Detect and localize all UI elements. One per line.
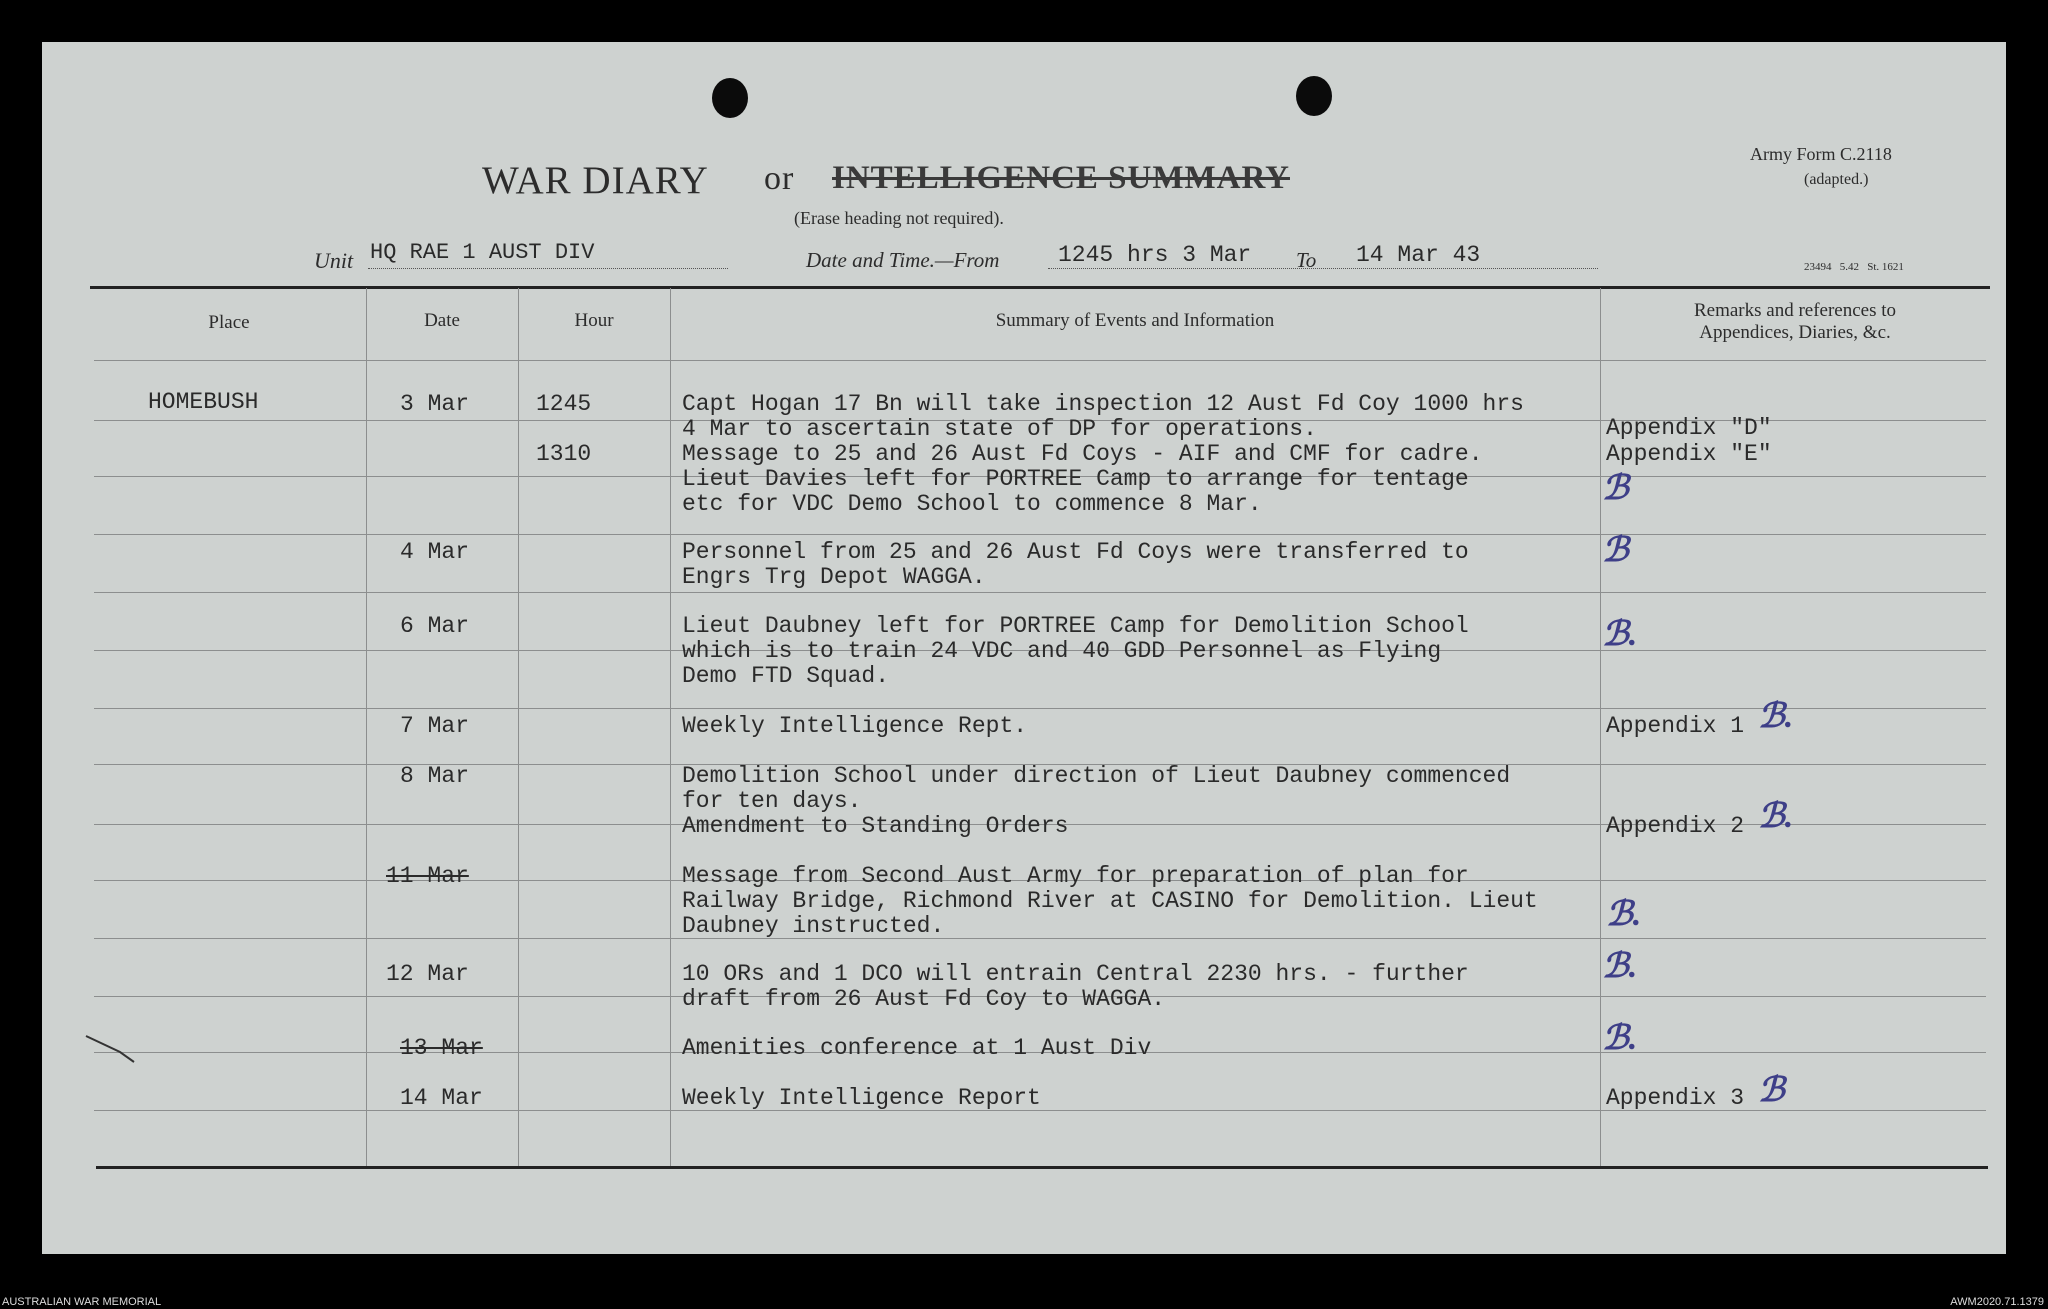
entry-date: 4 Mar	[400, 539, 470, 565]
form-adapted: (adapted.)	[1804, 171, 1869, 188]
entry-summary: Weekly Intelligence Report	[682, 1085, 1041, 1111]
col-header-hour: Hour	[574, 310, 614, 331]
entry-date: 11 Mar	[386, 863, 469, 889]
entry-remark: Appendix "D"	[1606, 415, 1772, 441]
initials-mark: ℬ.	[1602, 1020, 1638, 1057]
ruled-line	[94, 592, 1986, 593]
unit-label: Unit	[314, 248, 354, 273]
entry-summary: Capt Hogan 17 Bn will take inspection 12 Aust Fd Coy 1000 hrs 4 Mar to ascertain state of DP for operations.	[682, 391, 1524, 442]
table-top-rule	[90, 286, 1990, 289]
initials-mark: ℬ.	[1758, 798, 1794, 835]
entry-summary: Weekly Intelligence Rept.	[682, 713, 1028, 739]
unit-dotted-line	[368, 268, 728, 269]
pencil-tick-marks	[82, 1022, 162, 1112]
struck-heading: INTELLIGENCE SUMMARY	[832, 160, 1290, 196]
entry-hour: 1310	[536, 441, 592, 467]
entry-summary: 10 ORs and 1 DCO will entrain Central 2230 hrs. - further draft from 26 Aust Fd Coy to WAGGA.	[682, 961, 1469, 1012]
entry-date: 6 Mar	[400, 613, 470, 639]
initials-mark: ℬ.	[1602, 616, 1638, 653]
punch-hole-right	[1296, 76, 1332, 116]
entry-summary: Message to 25 and 26 Aust Fd Coys - AIF and CMF for cadre. Lieut Davies left for PORTREE Camp to arrange for tentage etc for VDC Demo School to commence 8 Mar.	[682, 441, 1483, 517]
diary-sheet	[42, 42, 2006, 1254]
initials-mark: ℬ	[1602, 470, 1629, 507]
place-homebush: HOMEBUSH	[148, 389, 259, 415]
col-header-summary: Summary of Events and Information	[995, 310, 1275, 331]
date-dotted-line	[1048, 268, 1598, 269]
table-bottom-rule	[96, 1166, 1988, 1169]
entry-summary: Message from Second Aust Army for preparation of plan for Railway Bridge, Richmond River at CASINO for Demolition. Lieut Daubney instructed.	[682, 863, 1538, 939]
entry-summary: Personnel from 25 and 26 Aust Fd Coys were transferred to Engrs Trg Depot WAGGA.	[682, 539, 1469, 590]
entry-date: 7 Mar	[400, 713, 470, 739]
entry-summary: Demolition School under direction of Lieut Daubney commenced for ten days. Amendment to Standing Orders	[682, 763, 1511, 839]
entry-remark: Appendix 1	[1606, 713, 1745, 739]
initials-mark: ℬ.	[1602, 948, 1638, 985]
form-number: Army Form C.2118	[1750, 144, 1892, 164]
initials-mark: ℬ.	[1606, 896, 1642, 933]
footer-left: AUSTRALIAN WAR MEMORIAL	[2, 1296, 162, 1308]
entry-summary: Amenities conference at 1 Aust Div	[682, 1035, 1152, 1061]
entry-summary: Lieut Daubney left for PORTREE Camp for Demolition School which is to train 24 VDC and 40 GDD Personnel as Flying Demo FTD Squad.	[682, 613, 1469, 689]
ruled-line	[94, 708, 1986, 709]
punch-hole-left	[712, 78, 748, 118]
col-header-remarks: Remarks and references to Appendices, Diaries, &c.	[1693, 300, 1897, 343]
to-label: To	[1296, 248, 1317, 272]
initials-mark: ℬ	[1758, 1072, 1785, 1109]
form-title: WAR DIARY	[482, 159, 709, 202]
ruled-line	[94, 534, 1986, 535]
entry-date: 13 Mar	[400, 1035, 483, 1061]
footer-right: AWM2020.71.1379	[1950, 1296, 2044, 1308]
date-from: 1245 hrs 3 Mar	[1058, 242, 1252, 268]
ruled-line	[94, 360, 1986, 361]
date-label: Date and Time.—From	[806, 248, 1000, 272]
entry-remark: Appendix 2	[1606, 813, 1745, 839]
entry-remark: Appendix 3	[1606, 1085, 1745, 1111]
entry-hour: 1245	[536, 391, 592, 417]
form-title-or: or	[764, 160, 795, 197]
entry-date: 8 Mar	[400, 763, 470, 789]
col-header-date: Date	[424, 310, 460, 331]
initials-mark: ℬ	[1602, 532, 1629, 569]
entry-remark: Appendix "E"	[1606, 441, 1772, 467]
date-to: 14 Mar 43	[1356, 242, 1481, 268]
initials-mark: ℬ.	[1758, 698, 1794, 735]
entry-date: 14 Mar	[400, 1085, 483, 1111]
entry-date: 12 Mar	[386, 961, 469, 987]
col-header-place: Place	[208, 312, 250, 333]
entry-date: 3 Mar	[400, 391, 470, 417]
erase-note: (Erase heading not required).	[794, 208, 1004, 228]
print-code: 23494 5.42 St. 1621	[1804, 261, 1904, 273]
unit-value: HQ RAE 1 AUST DIV	[370, 240, 595, 265]
